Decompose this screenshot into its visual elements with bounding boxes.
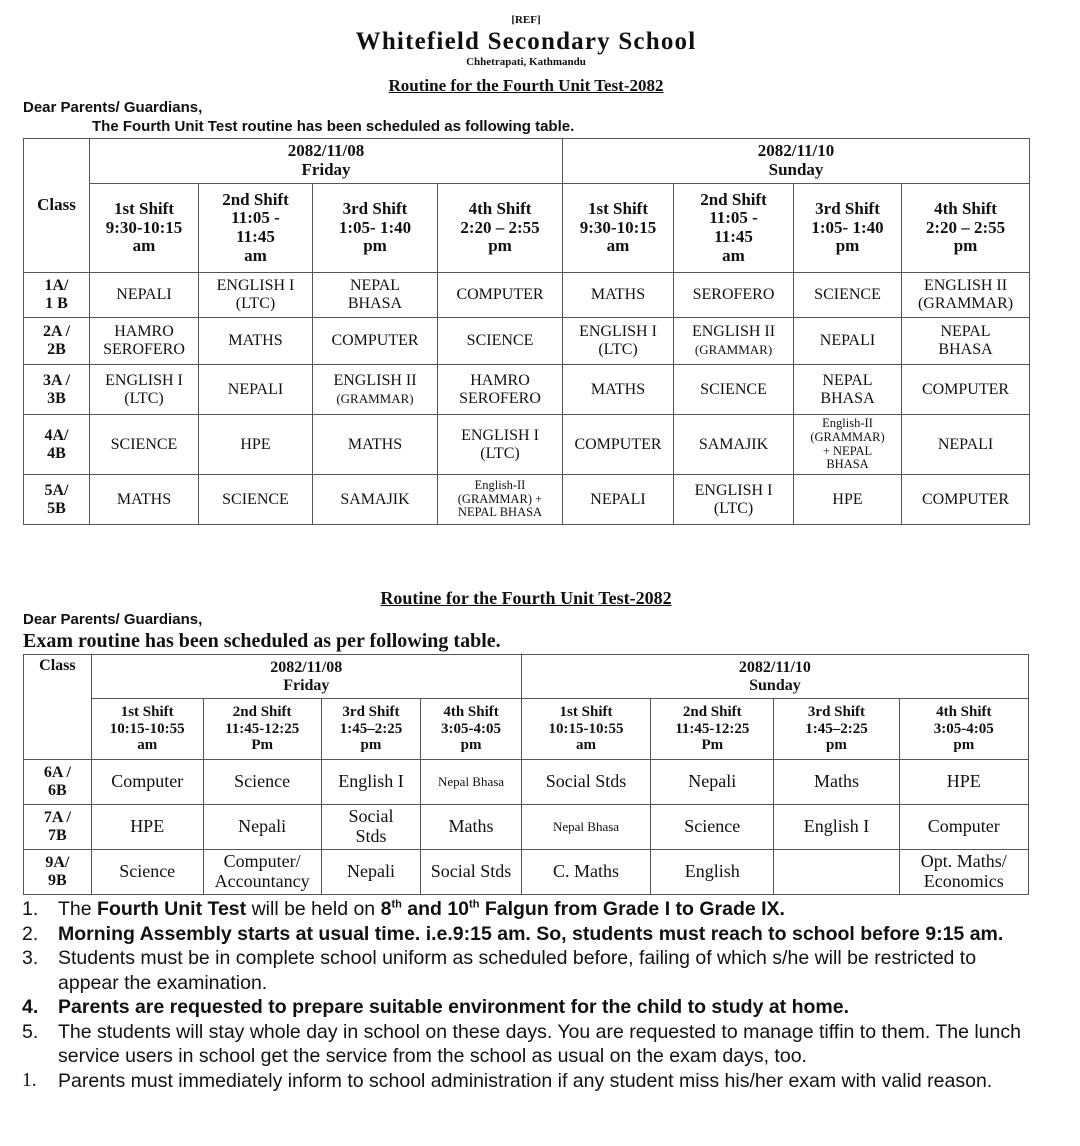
shift-header: 2nd Shift 11:05 - 11:45 am (674, 184, 794, 273)
subject-cell: SCIENCE (199, 475, 313, 525)
subject-cell: Science (203, 760, 321, 805)
subject-cell: Computer/ Accountancy (203, 850, 321, 895)
subject-cell: HPE (199, 415, 313, 475)
instruction-item: 5. The students will stay whole day in school on these days. You are requested to manage tiffin to them. The lunch service users in school get the service from the school as usual on the exam days, too. (22, 1020, 1021, 1067)
table-row (24, 273, 1030, 318)
subject-cell (774, 850, 899, 895)
instruction-number: 1. (22, 898, 39, 920)
subject-cell: COMPUTER (438, 273, 563, 318)
day-header: 2082/11/08 Friday (91, 655, 521, 699)
instruction-number: 1. (22, 1069, 37, 1091)
subject-cell: English-II (GRAMMAR) + NEPAL BHASA (438, 475, 563, 525)
class-cell: 9A/ 9B (24, 850, 92, 895)
instruction-number: 3. (22, 947, 39, 969)
subject-cell: MATHS (313, 415, 438, 475)
instruction-number: 2. (22, 922, 39, 945)
subject-cell: Opt. Maths/ Economics (899, 850, 1028, 895)
subject-cell: Nepali (651, 760, 774, 805)
subject-cell: English-II (GRAMMAR) + NEPAL BHASA (794, 415, 902, 475)
subject-cell: NEPALI (794, 318, 902, 365)
intro-text-1: The Fourth Unit Test routine has been scheduled as following table. (92, 118, 575, 135)
subject-cell: NEPALI (90, 273, 199, 318)
class-cell: 4A/ 4B (24, 415, 90, 475)
shift-header: 3rd Shift 1:45–2:25 pm (774, 699, 899, 760)
instruction-item: 2. Morning Assembly starts at usual time. i.e.9:15 am. So, students must reach to school before 9:15 am. (22, 922, 1004, 945)
shift-header: 2nd Shift 11:45-12:25 Pm (651, 699, 774, 760)
subject-cell: Nepal Bhasa (421, 760, 522, 805)
instruction-item: 3. Students must be in complete school uniform as scheduled before, failing of which s/he will be restricted to appear the examination. (22, 947, 977, 994)
class-header: Class (24, 655, 92, 760)
reference-label: [REF] (511, 14, 541, 26)
subject-cell: SCIENCE (674, 365, 794, 415)
shift-header: 3rd Shift 1:05- 1:40 pm (794, 184, 902, 273)
shift-header: 4th Shift 2:20 – 2:55 pm (438, 184, 563, 273)
subject-cell: HPE (794, 475, 902, 525)
subject-cell: English I (774, 805, 899, 850)
instruction-item: 4. Parents are requested to prepare suitable environment for the child to study at home. (22, 996, 850, 1018)
subject-cell: Science (651, 805, 774, 850)
subject-cell: MATHS (563, 365, 674, 415)
table-row (24, 415, 1030, 475)
subject-cell: English I (321, 760, 421, 805)
instruction-number: 5. (22, 1020, 39, 1043)
subject-cell: NEPALI (563, 475, 674, 525)
subject-cell: NEPAL BHASA (794, 365, 902, 415)
subject-cell: Computer (91, 760, 203, 805)
subject-cell: ENGLISH I (LTC) (563, 318, 674, 365)
shift-header: 1st Shift 9:30-10:15 am (563, 184, 674, 273)
routine-table-secondary (23, 654, 1029, 895)
subject-cell: SEROFERO (674, 273, 794, 318)
class-cell: 6A / 6B (24, 760, 92, 805)
table-row (24, 850, 1029, 895)
subject-cell: NEPALI (902, 415, 1030, 475)
subject-cell: MATHS (90, 475, 199, 525)
subject-cell: MATHS (563, 273, 674, 318)
table-row (24, 365, 1030, 415)
subject-cell: Social Stds (421, 850, 522, 895)
shift-header: 1st Shift 9:30-10:15 am (90, 184, 199, 273)
shift-header: 2nd Shift 11:45-12:25 Pm (203, 699, 321, 760)
subject-cell: ENGLISH I (LTC) (199, 273, 313, 318)
shift-header: 3rd Shift 1:45–2:25 pm (321, 699, 421, 760)
routine-table-primary (23, 138, 1030, 525)
subject-cell: ENGLISH I (LTC) (674, 475, 794, 525)
subject-cell: NEPAL BHASA (902, 318, 1030, 365)
class-cell: 1A/ 1 B (24, 273, 90, 318)
day-header: 2082/11/10 Sunday (563, 139, 1030, 184)
subject-cell: COMPUTER (563, 415, 674, 475)
subject-cell: HAMRO SEROFERO (438, 365, 563, 415)
class-cell: 3A / 3B (24, 365, 90, 415)
subject-cell: ENGLISH I (LTC) (438, 415, 563, 475)
table-row (24, 475, 1030, 525)
subject-cell: ENGLISH II (GRAMMAR) (902, 273, 1030, 318)
shift-header: 1st Shift 10:15-10:55 am (91, 699, 203, 760)
routine-title-2: Routine for the Fourth Unit Test-2082 (380, 588, 672, 608)
shift-header: 4th Shift 3:05-4:05 pm (421, 699, 522, 760)
subject-cell: HAMRO SEROFERO (90, 318, 199, 365)
class-header: Class (24, 139, 90, 273)
school-address: Chhetrapati, Kathmandu (466, 56, 586, 68)
subject-cell: Social Stds (521, 760, 650, 805)
table-row (24, 805, 1029, 850)
subject-cell: SAMAJIK (674, 415, 794, 475)
instruction-item: 1. Parents must immediately inform to school administration if any student miss his/her exam with valid reason. (22, 1069, 993, 1092)
subject-cell: SCIENCE (90, 415, 199, 475)
salutation-2: Dear Parents/ Guardians, (23, 611, 203, 628)
subject-cell: Nepali (203, 805, 321, 850)
intro-text-2: Exam routine has been scheduled as per following table. (23, 630, 501, 652)
subject-cell: Nepal Bhasa (521, 805, 650, 850)
subject-cell: English (651, 850, 774, 895)
subject-cell: ENGLISH I (LTC) (90, 365, 199, 415)
subject-cell: NEPAL BHASA (313, 273, 438, 318)
subject-cell: ENGLISH II (GRAMMAR) (674, 318, 794, 365)
subject-cell: C. Maths (521, 850, 650, 895)
subject-cell: HPE (91, 805, 203, 850)
subject-cell: NEPALI (199, 365, 313, 415)
subject-cell: Science (91, 850, 203, 895)
shift-header: 4th Shift 3:05-4:05 pm (899, 699, 1028, 760)
day-header: 2082/11/08 Friday (90, 139, 563, 184)
subject-cell: HPE (899, 760, 1028, 805)
salutation-1: Dear Parents/ Guardians, (23, 99, 203, 116)
day-header: 2082/11/10 Sunday (521, 655, 1028, 699)
subject-cell: Maths (421, 805, 522, 850)
school-name: Whitefield Secondary School (355, 28, 697, 55)
instruction-item: 1. The Fourth Unit Test will be held on 8th and 10th Falgun from Grade I to Grade IX. (22, 898, 785, 920)
subject-cell: Social Stds (321, 805, 421, 850)
subject-cell: Maths (774, 760, 899, 805)
subject-cell: COMPUTER (902, 365, 1030, 415)
subject-cell: COMPUTER (313, 318, 438, 365)
shift-header: 4th Shift 2:20 – 2:55 pm (902, 184, 1030, 273)
shift-header: 2nd Shift 11:05 - 11:45 am (199, 184, 313, 273)
instructions-list (20, 897, 1032, 1093)
table-row (24, 318, 1030, 365)
class-cell: 2A / 2B (24, 318, 90, 365)
subject-cell: SCIENCE (794, 273, 902, 318)
subject-cell: MATHS (199, 318, 313, 365)
class-cell: 5A/ 5B (24, 475, 90, 525)
shift-header: 3rd Shift 1:05- 1:40 pm (313, 184, 438, 273)
subject-cell: SAMAJIK (313, 475, 438, 525)
instruction-number: 4. (22, 996, 39, 1018)
subject-cell: COMPUTER (902, 475, 1030, 525)
shift-header: 1st Shift 10:15-10:55 am (521, 699, 650, 760)
table-row (24, 760, 1029, 805)
subject-cell: ENGLISH II (GRAMMAR) (313, 365, 438, 415)
subject-cell: Computer (899, 805, 1028, 850)
subject-cell: Nepali (321, 850, 421, 895)
routine-title-1: Routine for the Fourth Unit Test-2082 (388, 76, 664, 95)
subject-cell: SCIENCE (438, 318, 563, 365)
class-cell: 7A / 7B (24, 805, 92, 850)
